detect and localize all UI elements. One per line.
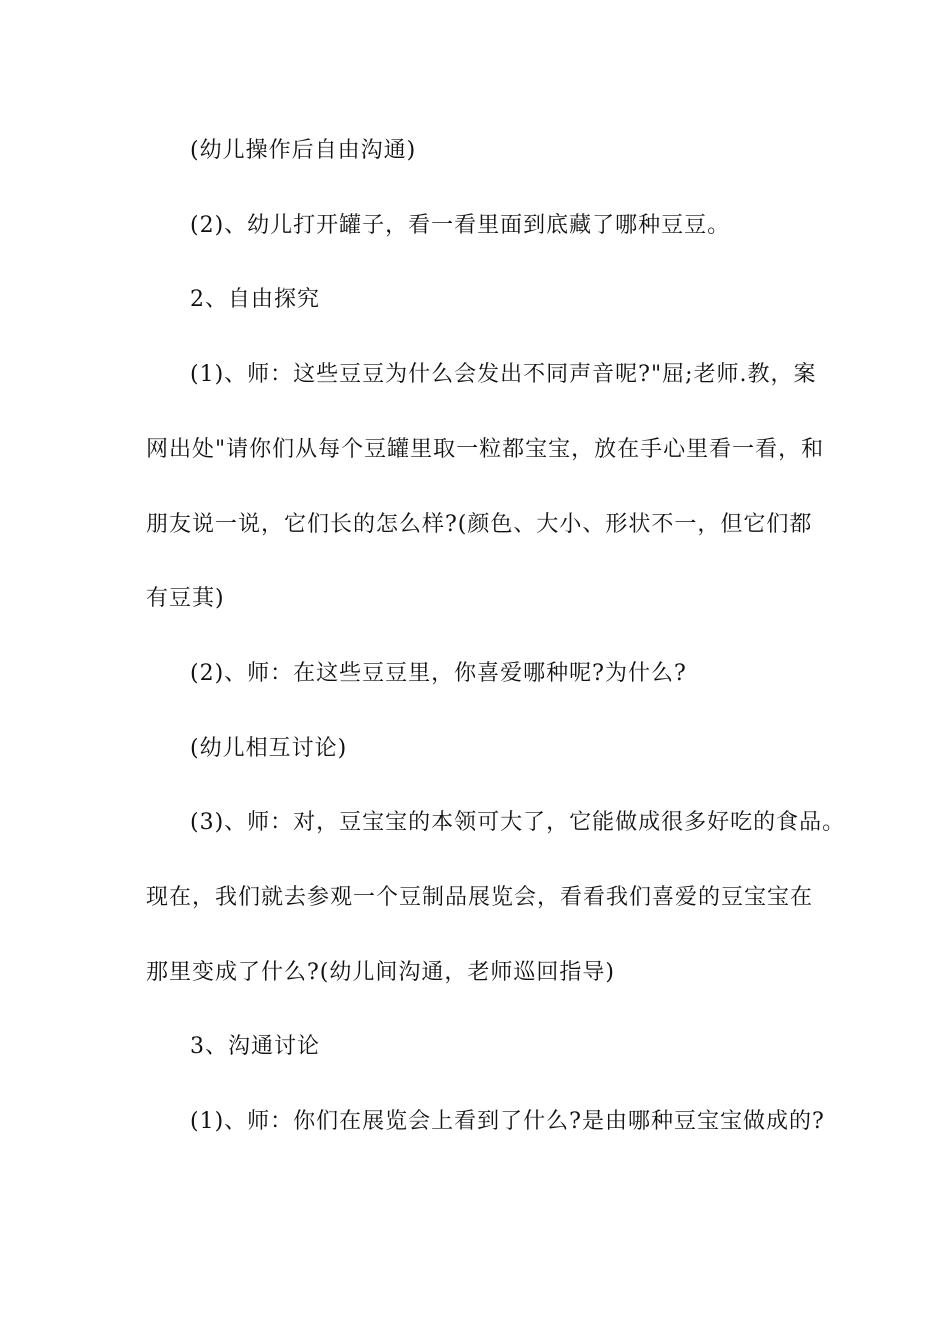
paragraph-line: (幼儿相互讨论): [190, 736, 348, 761]
paragraph-line: 现在，我们就去参观一个豆制品展览会，看看我们喜爱的豆宝宝在: [146, 885, 814, 910]
paragraph-line: 有豆萁): [146, 586, 225, 611]
paragraph-line: (2)、师：在这些豆豆里，你喜爱哪种呢?为什么?: [190, 661, 687, 686]
paragraph-line: (1)、师：你们在展览会上看到了什么?是由哪种豆宝宝做成的?: [190, 1109, 825, 1134]
paragraph-line: (1)、师：这些豆豆为什么会发出不同声音呢?"屈;老师.教，案: [190, 362, 817, 387]
paragraph-line: (2)、幼儿打开罐子，看一看里面到底藏了哪种豆豆。: [190, 213, 731, 238]
paragraph-line: (幼儿操作后自由沟通): [190, 138, 417, 163]
section-heading: 3、沟通讨论: [190, 1034, 320, 1059]
paragraph-line: 朋友说一说，它们长的怎么样?(颜色、大小、形状不一，但它们都: [146, 512, 813, 537]
section-heading: 2、自由探究: [190, 287, 320, 312]
paragraph-line: 网出处"请你们从每个豆罐里取一粒都宝宝，放在手心里看一看，和: [146, 437, 825, 462]
paragraph-line: (3)、师：对，豆宝宝的本领可大了，它能做成很多好吃的食品。: [190, 810, 846, 835]
paragraph-line: 那里变成了什么?(幼儿间沟通，老师巡回指导): [146, 960, 615, 985]
